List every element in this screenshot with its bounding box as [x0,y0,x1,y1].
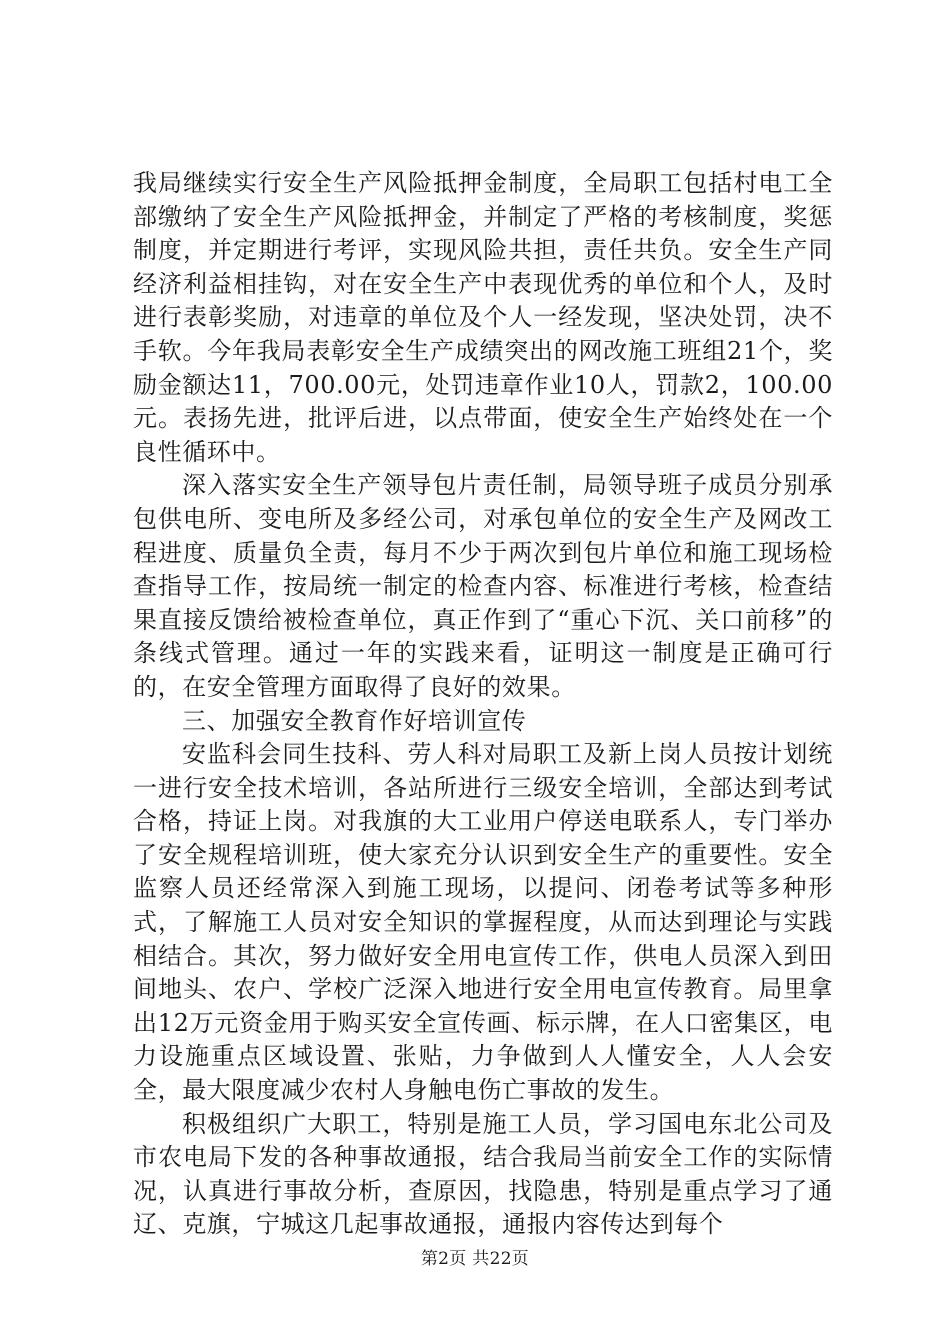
paragraph-accident-study: 积极组织广大职工，特别是施工人员，学习国电东北公司及市农电局下发的各种事故通报，结合我局当前安全工作的实际情况，认真进行事故分析，查原因，找隐患，特别是重点学习了通辽、克旗，宁城这几起事故通报，通报内容传达到每个 [133,1109,833,1239]
paragraph-deposit-system: 我局继续实行安全生产风险抵押金制度，全局职工包括村电工全部缴纳了安全生产风险抵押金，并制定了严格的考核制度，奖惩制度，并定期进行考评，实现风险共担，责任共负。安全生产同经济利益相挂钩，对在安全生产中表现优秀的单位和个人，及时进行表彰奖励，对违章的单位及个人一经发现，坚决处罚，决不手软。今年我局表彰安全生产成绩突出的网改施工班组21个，奖励金额达11，700.00元，处罚违章作业10人，罚款2，100.00元。表扬先进，批评后进，以点带面，使安全生产始终处在一个良性循环中。 [133,169,833,466]
paragraph-safety-training: 安监科会同生技科、劳人科对局职工及新上岗人员按计划统一进行安全技术培训，各站所进行三级安全培训，全部达到考试合格，持证上岗。对我旗的大工业用户停送电联系人，专门举办了安全规程培训班，使大家充分认识到安全生产的重要性。安全监察人员还经常深入到施工现场，以提问、闭卷考试等多种形式，了解施工人员对安全知识的掌握程度，从而达到理论与实践相结合。其次，努力做好安全用电宣传工作，供电人员深入到田间地头、农户、学校广泛深入地进行安全用电宣传教育。局里拿出12万元资金用于购买安全宣传画、标示牌，在人口密集区，电力设施重点区域设置、张贴，力争做到人人懂安全，人人会安全，最大限度减少农村人身触电伤亡事故的发生。 [133,740,833,1105]
section-heading-safety-education: 三、加强安全教育作好培训宣传 [182,706,527,735]
page-number-footer: 第2页 共22页 [420,1249,530,1269]
document-body [133,167,833,1242]
paragraph-leadership-responsibility: 深入落实安全生产领导包片责任制，局领导班子成员分别承包供电所、变电所及多经公司，对承包单位的安全生产及网改工程进度、质量负全责，每月不少于两次到包片单位和施工现场检查指导工作，按局统一制定的检查内容、标准进行考核，检查结果直接反馈给被检查单位，真正作到了“重心下沉、关口前移”的条线式管理。通过一年的实践来看，证明这一制度是正确可行的，在安全管理方面取得了良好的效果。 [133,471,833,701]
